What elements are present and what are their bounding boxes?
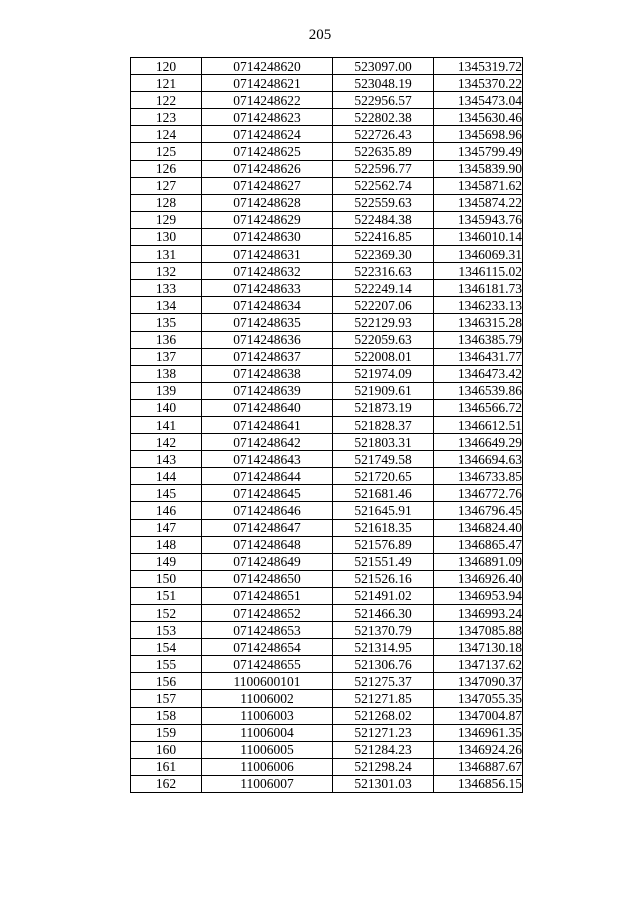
point-code-cell: 11006003 — [202, 707, 333, 724]
y-coordinate-cell: 1346385.79 — [434, 331, 523, 348]
point-number-cell: 152 — [131, 605, 202, 622]
point-number-cell: 126 — [131, 160, 202, 177]
point-number-cell: 162 — [131, 775, 202, 792]
point-number-cell: 153 — [131, 622, 202, 639]
point-number-cell: 155 — [131, 656, 202, 673]
table-row — [131, 673, 523, 690]
point-number-cell: 145 — [131, 485, 202, 502]
x-coordinate-cell: 521491.02 — [333, 587, 434, 604]
y-coordinate-cell: 1345874.22 — [434, 194, 523, 211]
x-coordinate-cell: 521551.49 — [333, 553, 434, 570]
y-coordinate-cell: 1346796.45 — [434, 502, 523, 519]
point-number-cell: 134 — [131, 297, 202, 314]
point-number-cell: 124 — [131, 126, 202, 143]
x-coordinate-cell: 521466.30 — [333, 605, 434, 622]
point-code-cell: 0714248650 — [202, 570, 333, 587]
x-coordinate-cell: 521828.37 — [333, 416, 434, 433]
y-coordinate-cell: 1346865.47 — [434, 536, 523, 553]
point-code-cell: 11006002 — [202, 690, 333, 707]
y-coordinate-cell: 1346612.51 — [434, 416, 523, 433]
x-coordinate-cell: 522316.63 — [333, 263, 434, 280]
point-code-cell: 0714248642 — [202, 434, 333, 451]
point-number-cell: 161 — [131, 758, 202, 775]
point-number-cell: 127 — [131, 177, 202, 194]
point-code-cell: 11006006 — [202, 758, 333, 775]
point-number-cell: 120 — [131, 58, 202, 75]
point-number-cell: 150 — [131, 570, 202, 587]
table-row — [131, 365, 523, 382]
y-coordinate-cell: 1346566.72 — [434, 399, 523, 416]
point-number-cell: 121 — [131, 75, 202, 92]
x-coordinate-cell: 521298.24 — [333, 758, 434, 775]
point-code-cell: 0714248639 — [202, 382, 333, 399]
point-code-cell: 0714248637 — [202, 348, 333, 365]
point-code-cell: 0714248636 — [202, 331, 333, 348]
table-row — [131, 246, 523, 263]
point-code-cell: 0714248633 — [202, 280, 333, 297]
point-number-cell: 154 — [131, 639, 202, 656]
point-number-cell: 151 — [131, 587, 202, 604]
x-coordinate-cell: 522369.30 — [333, 246, 434, 263]
y-coordinate-cell: 1347055.35 — [434, 690, 523, 707]
point-code-cell: 0714248640 — [202, 399, 333, 416]
table-row — [131, 758, 523, 775]
y-coordinate-cell: 1345799.49 — [434, 143, 523, 160]
x-coordinate-cell: 522484.38 — [333, 211, 434, 228]
point-code-cell: 0714248625 — [202, 143, 333, 160]
y-coordinate-cell: 1345473.04 — [434, 92, 523, 109]
point-code-cell: 0714248644 — [202, 468, 333, 485]
x-coordinate-cell: 522059.63 — [333, 331, 434, 348]
table-row — [131, 724, 523, 741]
point-code-cell: 0714248648 — [202, 536, 333, 553]
table-row — [131, 639, 523, 656]
point-code-cell: 0714248624 — [202, 126, 333, 143]
point-code-cell: 11006005 — [202, 741, 333, 758]
x-coordinate-cell: 521645.91 — [333, 502, 434, 519]
y-coordinate-cell: 1347130.18 — [434, 639, 523, 656]
point-number-cell: 137 — [131, 348, 202, 365]
point-number-cell: 158 — [131, 707, 202, 724]
x-coordinate-cell: 522635.89 — [333, 143, 434, 160]
y-coordinate-cell: 1346961.35 — [434, 724, 523, 741]
point-code-cell: 0714248631 — [202, 246, 333, 263]
table-row — [131, 143, 523, 160]
point-code-cell: 0714248647 — [202, 519, 333, 536]
point-number-cell: 136 — [131, 331, 202, 348]
page-number: 205 — [308, 27, 332, 43]
point-code-cell: 0714248628 — [202, 194, 333, 211]
x-coordinate-cell: 522596.77 — [333, 160, 434, 177]
point-number-cell: 142 — [131, 434, 202, 451]
x-coordinate-cell: 522416.85 — [333, 228, 434, 245]
y-coordinate-cell: 1346993.24 — [434, 605, 523, 622]
table-row — [131, 126, 523, 143]
point-code-cell: 0714248622 — [202, 92, 333, 109]
x-coordinate-cell: 522207.06 — [333, 297, 434, 314]
table-row — [131, 605, 523, 622]
table-row — [131, 263, 523, 280]
point-code-cell: 0714248638 — [202, 365, 333, 382]
point-number-cell: 141 — [131, 416, 202, 433]
x-coordinate-cell: 522008.01 — [333, 348, 434, 365]
x-coordinate-cell: 521268.02 — [333, 707, 434, 724]
table-row — [131, 553, 523, 570]
y-coordinate-cell: 1346953.94 — [434, 587, 523, 604]
x-coordinate-cell: 522129.93 — [333, 314, 434, 331]
x-coordinate-cell: 521306.76 — [333, 656, 434, 673]
point-code-cell: 0714248627 — [202, 177, 333, 194]
x-coordinate-cell: 521681.46 — [333, 485, 434, 502]
table-row — [131, 399, 523, 416]
point-number-cell: 157 — [131, 690, 202, 707]
x-coordinate-cell: 523097.00 — [333, 58, 434, 75]
table-row — [131, 58, 523, 75]
table-row — [131, 536, 523, 553]
y-coordinate-cell: 1346856.15 — [434, 775, 523, 792]
table-row — [131, 519, 523, 536]
table-row — [131, 211, 523, 228]
table-row — [131, 570, 523, 587]
point-code-cell: 0714248652 — [202, 605, 333, 622]
point-number-cell: 135 — [131, 314, 202, 331]
table-row — [131, 416, 523, 433]
point-number-cell: 123 — [131, 109, 202, 126]
point-code-cell: 0714248635 — [202, 314, 333, 331]
x-coordinate-cell: 521314.95 — [333, 639, 434, 656]
table-row — [131, 502, 523, 519]
point-code-cell: 0714248649 — [202, 553, 333, 570]
point-number-cell: 128 — [131, 194, 202, 211]
x-coordinate-cell: 521873.19 — [333, 399, 434, 416]
point-code-cell: 0714248630 — [202, 228, 333, 245]
table-row — [131, 690, 523, 707]
y-coordinate-cell: 1346315.28 — [434, 314, 523, 331]
table-row — [131, 177, 523, 194]
table-row — [131, 109, 523, 126]
point-code-cell: 0714248653 — [202, 622, 333, 639]
point-number-cell: 156 — [131, 673, 202, 690]
x-coordinate-cell: 522802.38 — [333, 109, 434, 126]
y-coordinate-cell: 1346926.40 — [434, 570, 523, 587]
coordinates-table — [130, 57, 523, 793]
point-code-cell: 0714248629 — [202, 211, 333, 228]
y-coordinate-cell: 1347090.37 — [434, 673, 523, 690]
point-number-cell: 140 — [131, 399, 202, 416]
x-coordinate-cell: 521271.85 — [333, 690, 434, 707]
x-coordinate-cell: 521301.03 — [333, 775, 434, 792]
point-number-cell: 131 — [131, 246, 202, 263]
table-row — [131, 194, 523, 211]
point-number-cell: 144 — [131, 468, 202, 485]
y-coordinate-cell: 1345839.90 — [434, 160, 523, 177]
y-coordinate-cell: 1346924.26 — [434, 741, 523, 758]
table-row — [131, 434, 523, 451]
x-coordinate-cell: 521803.31 — [333, 434, 434, 451]
table-row — [131, 280, 523, 297]
table-row — [131, 297, 523, 314]
x-coordinate-cell: 521720.65 — [333, 468, 434, 485]
y-coordinate-cell: 1346473.42 — [434, 365, 523, 382]
x-coordinate-cell: 521275.37 — [333, 673, 434, 690]
x-coordinate-cell: 521370.79 — [333, 622, 434, 639]
point-number-cell: 139 — [131, 382, 202, 399]
x-coordinate-cell: 522249.14 — [333, 280, 434, 297]
coordinates-table-body — [131, 58, 523, 793]
y-coordinate-cell: 1345370.22 — [434, 75, 523, 92]
y-coordinate-cell: 1346431.77 — [434, 348, 523, 365]
y-coordinate-cell: 1345698.96 — [434, 126, 523, 143]
y-coordinate-cell: 1346887.67 — [434, 758, 523, 775]
point-number-cell: 147 — [131, 519, 202, 536]
point-code-cell: 0714248634 — [202, 297, 333, 314]
table-row — [131, 775, 523, 792]
y-coordinate-cell: 1345630.46 — [434, 109, 523, 126]
point-code-cell: 0714248641 — [202, 416, 333, 433]
y-coordinate-cell: 1346891.09 — [434, 553, 523, 570]
point-code-cell: 0714248643 — [202, 451, 333, 468]
table-row — [131, 348, 523, 365]
x-coordinate-cell: 521618.35 — [333, 519, 434, 536]
point-code-cell: 0714248646 — [202, 502, 333, 519]
table-row — [131, 451, 523, 468]
y-coordinate-cell: 1345319.72 — [434, 58, 523, 75]
point-number-cell: 138 — [131, 365, 202, 382]
x-coordinate-cell: 522559.63 — [333, 194, 434, 211]
x-coordinate-cell: 521974.09 — [333, 365, 434, 382]
table-row — [131, 656, 523, 673]
y-coordinate-cell: 1346733.85 — [434, 468, 523, 485]
y-coordinate-cell: 1346181.73 — [434, 280, 523, 297]
x-coordinate-cell: 521909.61 — [333, 382, 434, 399]
table-row — [131, 92, 523, 109]
y-coordinate-cell: 1346115.02 — [434, 263, 523, 280]
y-coordinate-cell: 1347085.88 — [434, 622, 523, 639]
y-coordinate-cell: 1347004.87 — [434, 707, 523, 724]
x-coordinate-cell: 522726.43 — [333, 126, 434, 143]
point-number-cell: 160 — [131, 741, 202, 758]
point-code-cell: 0714248626 — [202, 160, 333, 177]
table-row — [131, 160, 523, 177]
x-coordinate-cell: 521271.23 — [333, 724, 434, 741]
y-coordinate-cell: 1346233.13 — [434, 297, 523, 314]
point-number-cell: 149 — [131, 553, 202, 570]
table-row — [131, 741, 523, 758]
y-coordinate-cell: 1345871.62 — [434, 177, 523, 194]
y-coordinate-cell: 1346824.40 — [434, 519, 523, 536]
point-code-cell: 1100600101 — [202, 673, 333, 690]
y-coordinate-cell: 1346772.76 — [434, 485, 523, 502]
x-coordinate-cell: 522562.74 — [333, 177, 434, 194]
point-number-cell: 132 — [131, 263, 202, 280]
point-code-cell: 11006004 — [202, 724, 333, 741]
point-code-cell: 0714248655 — [202, 656, 333, 673]
point-code-cell: 0714248621 — [202, 75, 333, 92]
x-coordinate-cell: 523048.19 — [333, 75, 434, 92]
point-number-cell: 129 — [131, 211, 202, 228]
table-row — [131, 382, 523, 399]
y-coordinate-cell: 1346649.29 — [434, 434, 523, 451]
point-code-cell: 0714248632 — [202, 263, 333, 280]
table-row — [131, 468, 523, 485]
y-coordinate-cell: 1346069.31 — [434, 246, 523, 263]
x-coordinate-cell: 521576.89 — [333, 536, 434, 553]
point-number-cell: 122 — [131, 92, 202, 109]
y-coordinate-cell: 1346539.86 — [434, 382, 523, 399]
table-row — [131, 75, 523, 92]
point-code-cell: 0714248623 — [202, 109, 333, 126]
table-row — [131, 331, 523, 348]
point-number-cell: 143 — [131, 451, 202, 468]
point-code-cell: 11006007 — [202, 775, 333, 792]
point-number-cell: 159 — [131, 724, 202, 741]
point-number-cell: 125 — [131, 143, 202, 160]
point-number-cell: 146 — [131, 502, 202, 519]
table-row — [131, 587, 523, 604]
table-row — [131, 622, 523, 639]
x-coordinate-cell: 521526.16 — [333, 570, 434, 587]
y-coordinate-cell: 1346010.14 — [434, 228, 523, 245]
y-coordinate-cell: 1346694.63 — [434, 451, 523, 468]
point-code-cell: 0714248651 — [202, 587, 333, 604]
table-row — [131, 228, 523, 245]
table-row — [131, 485, 523, 502]
point-code-cell: 0714248654 — [202, 639, 333, 656]
point-code-cell: 0714248645 — [202, 485, 333, 502]
x-coordinate-cell: 521284.23 — [333, 741, 434, 758]
x-coordinate-cell: 522956.57 — [333, 92, 434, 109]
table-row — [131, 314, 523, 331]
point-number-cell: 133 — [131, 280, 202, 297]
point-number-cell: 130 — [131, 228, 202, 245]
x-coordinate-cell: 521749.58 — [333, 451, 434, 468]
y-coordinate-cell: 1345943.76 — [434, 211, 523, 228]
table-row — [131, 707, 523, 724]
y-coordinate-cell: 1347137.62 — [434, 656, 523, 673]
point-number-cell: 148 — [131, 536, 202, 553]
point-code-cell: 0714248620 — [202, 58, 333, 75]
